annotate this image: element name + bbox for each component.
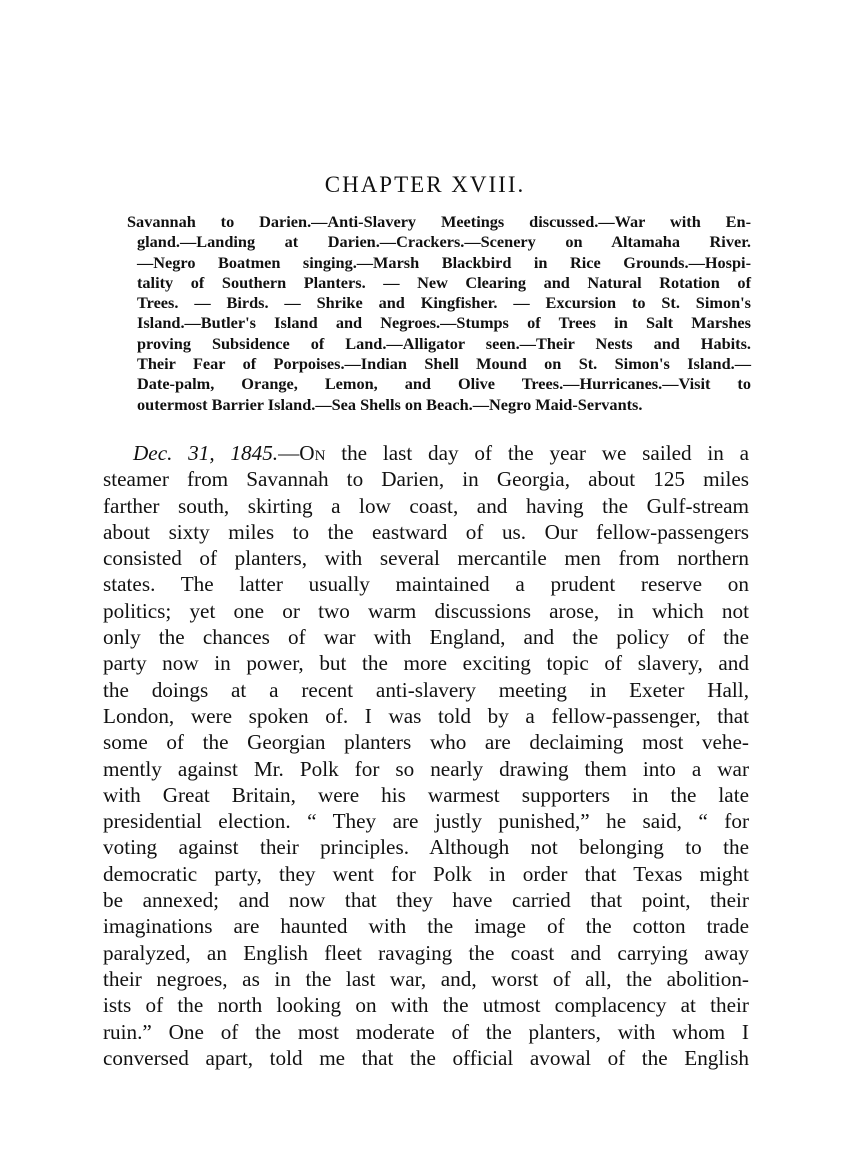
body-line: ists of the north looking on with the utmost complacency at their [103, 993, 749, 1018]
summary-line: Date-palm, Orange, Lemon, and Olive Trees.—Hurricanes.—Visit to [137, 374, 751, 394]
summary-line: Their Fear of Porpoises.—Indian Shell Mound on St. Simon's Island.— [137, 354, 751, 374]
body-line: mently against Mr. Polk for so nearly drawing them into a war [103, 756, 749, 781]
date-dash: — [278, 441, 300, 465]
body-line: voting against their principles. Although not belonging to the [103, 835, 749, 860]
body-line: states. The latter usually maintained a prudent reserve on [103, 572, 749, 597]
body-line: with Great Britain, were his warmest supporters in the late [103, 782, 749, 807]
body-line: only the chances of war with England, and the policy of the [103, 625, 749, 650]
body-line: democratic party, they went for Polk in order that Texas might [103, 861, 749, 886]
summary-line: proving Subsidence of Land.—Alligator seen.—Their Nests and Habits. [137, 333, 751, 353]
body-line: consisted of planters, with several mercantile men from northern [103, 546, 749, 571]
body-line: party now in power, but the more exciting topic of slavery, and [103, 651, 749, 676]
entry-date: Dec. 31, 1845. [133, 441, 279, 465]
summary-line: —Negro Boatmen singing.—Marsh Blackbird in Rice Grounds.—Hospi- [137, 252, 751, 272]
body-text [103, 440, 749, 1071]
body-line: some of the Georgian planters who are declaiming most vehe- [103, 730, 749, 755]
summary-line: Savannah to Darien.—Anti-Slavery Meetings discussed.—War with En- [127, 212, 751, 231]
body-line: presidential election. “ They are justly punished,” he said, “ for [103, 809, 749, 834]
summary-line: tality of Southern Planters. — New Clearing and Natural Rotation of [137, 272, 751, 292]
opening-line-rest: the last day of the year we sailed in a [325, 441, 750, 465]
body-line: London, were spoken of. I was told by a fellow-passenger, that [103, 703, 749, 728]
opening-word: On [299, 441, 326, 465]
body-line: be annexed; and now that they have carried that point, their [103, 888, 749, 913]
body-line: steamer from Savannah to Darien, in Georgia, about 125 miles [103, 467, 749, 492]
opening-line [103, 440, 749, 466]
body-line: conversed apart, told me that the official avowal of the English [103, 1045, 749, 1070]
body-line: their negroes, as in the last war, and, worst of all, the abolition- [103, 966, 749, 991]
summary-line: outermost Barrier Island.—Sea Shells on Beach.—Negro Maid-Servants. [137, 394, 643, 414]
body-line: the doings at a recent anti-slavery meeting in Exeter Hall, [103, 677, 749, 702]
summary-line: gland.—Landing at Darien.—Crackers.—Scenery on Altamaha River. [137, 232, 751, 252]
chapter-title: CHAPTER XVIII. [324, 172, 526, 197]
summary-line: Island.—Butler's Island and Negroes.—Stumps of Trees in Salt Marshes [137, 313, 751, 333]
body-line: imaginations are haunted with the image of the cotton trade [103, 914, 749, 939]
body-line: paralyzed, an English fleet ravaging the coast and carrying away [103, 940, 749, 965]
summary-line: Trees. — Birds. — Shrike and Kingfisher. — Excursion to St. Simon's [137, 293, 751, 313]
body-line: ruin.” One of the most moderate of the planters, with whom I [103, 1019, 749, 1044]
chapter-summary [127, 212, 751, 415]
body-line: farther south, skirting a low coast, and having the Gulf-stream [103, 493, 749, 518]
body-line: about sixty miles to the eastward of us. Our fellow-passengers [103, 519, 749, 544]
body-line: politics; yet one or two warm discussions arose, in which not [103, 598, 749, 623]
